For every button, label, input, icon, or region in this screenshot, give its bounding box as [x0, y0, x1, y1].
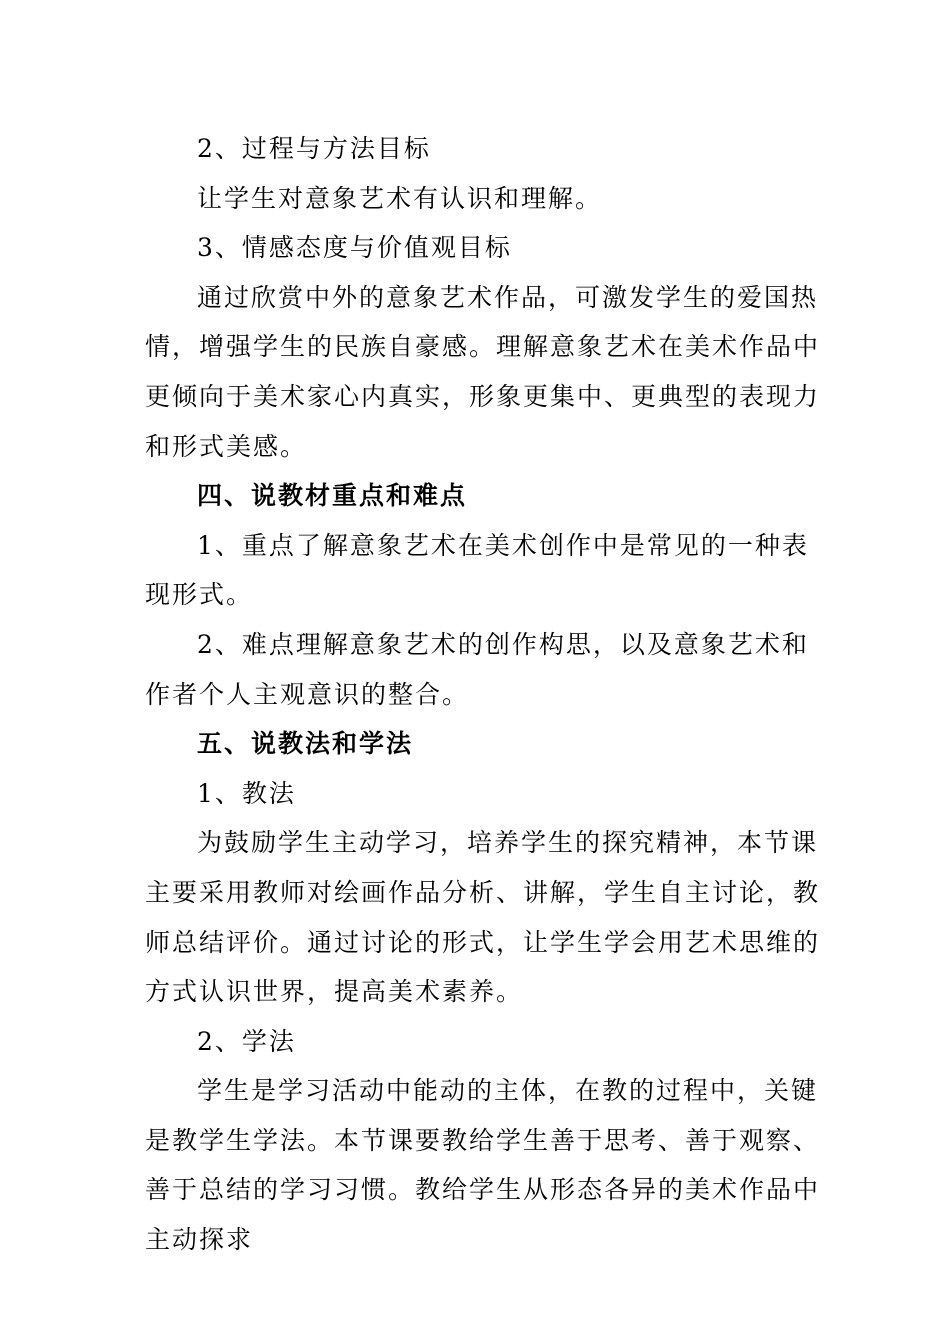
body-paragraph: 2、难点理解意象艺术的创作构思，以及意象艺术和作者个人主观意识的整合。: [145, 629, 809, 709]
subsection-title: 3、情感态度与价值观目标: [197, 233, 512, 263]
body-paragraph: 通过欣赏中外的意象艺术作品，可激发学生的爱国热情，增强学生的民族自豪感。理解意象艺术在美术作品中更倾向于美术家心内真实，形象更集中、更典型的表现力和形式美感。: [145, 282, 821, 461]
body-paragraph: 1、重点了解意象艺术在美术创作中是常见的一种表现形式。: [145, 530, 809, 610]
section-heading: 五、说教法和学法: [197, 729, 414, 759]
body-paragraph: 让学生对意象艺术有认识和理解。: [197, 183, 603, 213]
document-page: [145, 124, 825, 1265]
subsection-title: 1、教法: [197, 778, 296, 808]
body-paragraph: 学生是学习活动中能动的主体，在教的过程中，关键是教学生学法。本节课要教给学生善于思考、善于观察、善于总结的学习习惯。教给学生从形态各异的美术作品中主动探求: [145, 1076, 821, 1255]
subsection-title: 2、学法: [197, 1026, 296, 1056]
subsection-title: 2、过程与方法目标: [197, 134, 431, 163]
section-heading: 四、说教材重点和难点: [197, 481, 468, 511]
body-paragraph: 为鼓励学生主动学习，培养学生的探究精神，本节课主要采用教师对绘画作品分析、讲解，学生自主讨论，教师总结评价。通过讨论的形式，让学生学会用艺术思维的方式认识世界，提高美术素养。: [145, 828, 821, 1007]
